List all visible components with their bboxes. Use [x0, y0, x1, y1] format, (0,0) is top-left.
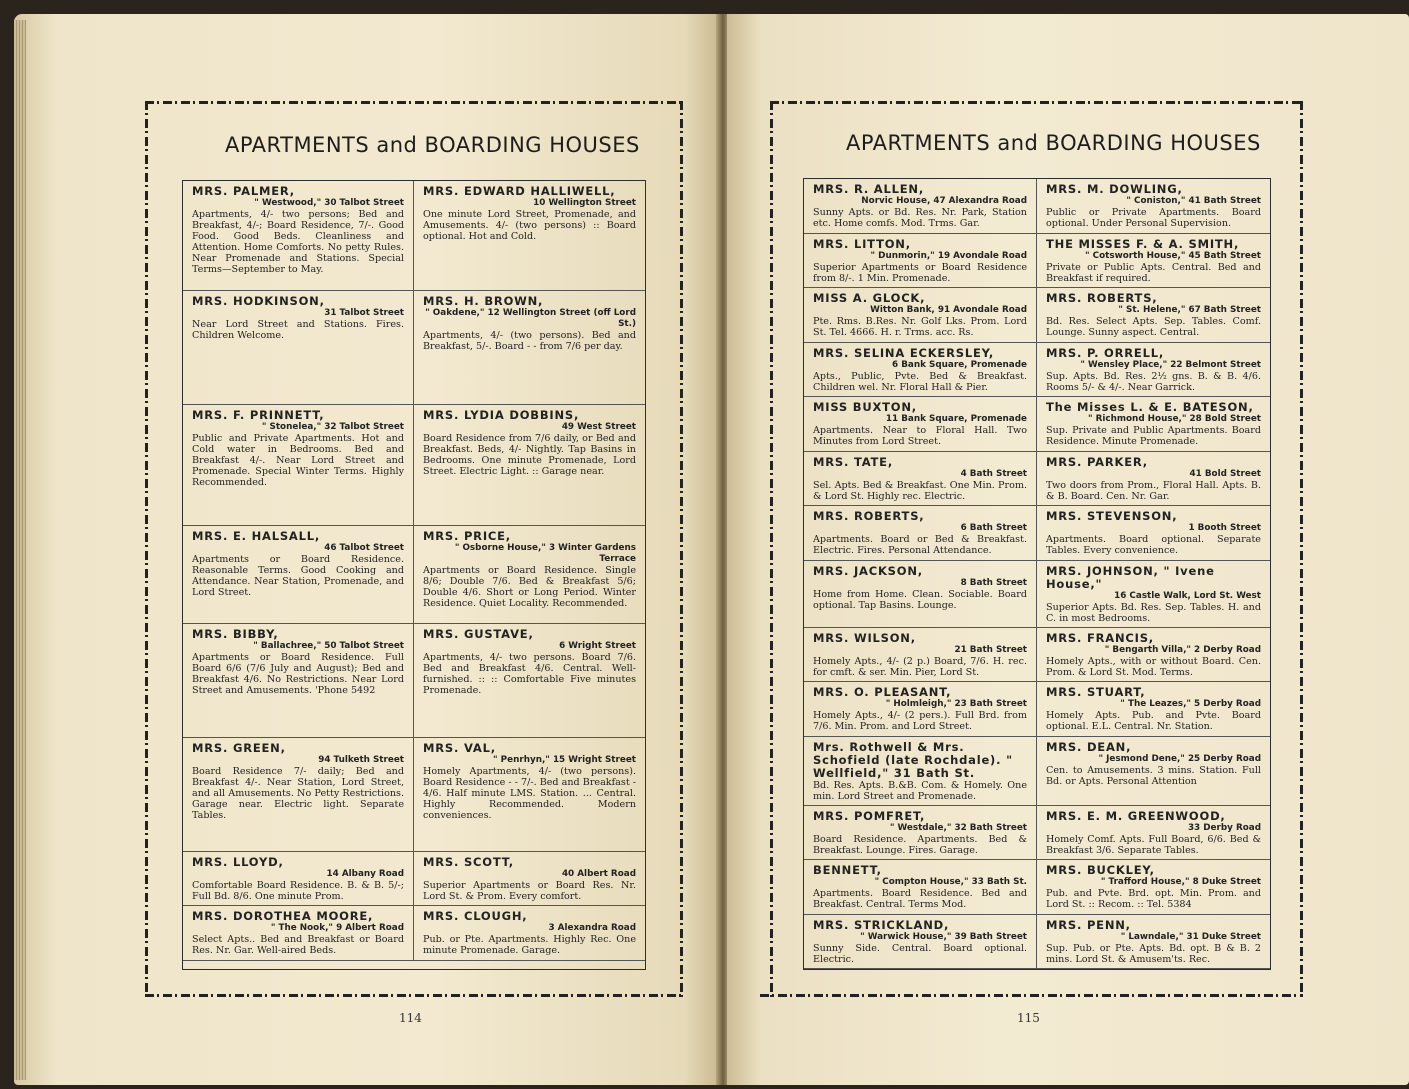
listing-description: Two doors from Prom., Floral Hall. Apts. B. & B. Board. Cen. Nr. Gar. [1046, 479, 1261, 502]
listing-name: MRS. POMFRET, [813, 808, 926, 823]
listing-entry [804, 234, 1037, 289]
listing-entry [1037, 682, 1270, 737]
listing-address: " Osborne House," 3 Winter Gardens Terrace [454, 543, 636, 564]
left-listings-grid [182, 180, 646, 970]
listing-name: MRS. BUCKLEY, [1046, 863, 1155, 877]
listing-name: BENNETT, [813, 863, 882, 877]
listing-address: 6 Bath Street [960, 523, 1027, 533]
listing-description: Superior Apts. Bd. Res. Sep. Tables. H. and C. in most Bedrooms. [1046, 601, 1261, 624]
listing-address: Norvic House, 47 Alexandra Road [861, 196, 1027, 206]
listing-address: " St. Helene," 67 Bath Street [1118, 305, 1261, 315]
listing-entry [804, 288, 1037, 343]
listing-entry [414, 291, 645, 405]
listing-entry [804, 628, 1037, 683]
listing-address: 40 Albert Road [561, 869, 636, 879]
listing-name: MRS. E. M. GREENWOOD, [1046, 808, 1226, 823]
listing-description: Apartments. Board Residence. Bed and Breakfast. Central. Terms Mod. [813, 888, 1027, 910]
listing-entry [1037, 915, 1270, 970]
listing-address: 49 West Street [561, 422, 636, 432]
listing-address: 46 Talbot Street [324, 543, 404, 553]
listing-description: Apartments. Board optional. Separate Tables. Every convenience. [1046, 534, 1261, 556]
listing-description: Homely Apartments, 4/- (two persons). Board Residence - - 7/-. Bed and Breakfast - 4/6. Half minute LMS. Station. ... Central. Highly Recommended. Modern conveniences. [423, 766, 636, 821]
listing-name: MRS. R. ALLEN, [813, 182, 924, 196]
listing-entry [414, 181, 645, 291]
listing-name: MRS. LYDIA DOBBINS, [423, 408, 580, 422]
listing-description: Private or Public Apts. Central. Bed and Breakfast if required. [1046, 261, 1261, 284]
listing-entry [183, 738, 414, 852]
listing-name: MRS. PRICE, [423, 529, 511, 543]
listing-description: Apartments or Board Residence. Full Board 6/6 (7/6 July and August); Bed and Breakfast 4/6. No Restrictions. Near Lord Street and Amusements. 'Phone 5492 [192, 652, 404, 696]
listing-address: 41 Bold Street [1189, 468, 1261, 479]
listing-name: MRS. JACKSON, [813, 563, 923, 578]
listing-entry [414, 738, 645, 852]
listing-name: MRS. PARKER, [1046, 454, 1148, 469]
listing-address: " Coniston," 41 Bath Street [1126, 196, 1261, 206]
listing-entry [1037, 628, 1270, 683]
listing-description: Apartments, 4/- (two persons). Bed and Breakfast, 5/-. Board - - from 7/6 per day. [423, 330, 636, 352]
listing-name: MRS. ROBERTS, [813, 509, 925, 523]
right-page-title: APARTMENTS and BOARDING HOUSES [846, 131, 1261, 155]
listing-address: " Westdale," 32 Bath Street [889, 822, 1027, 833]
listing-address: " Oakdene," 12 Wellington Street (off Lord St.) [425, 308, 636, 329]
listing-description: Bd. Res. Apts. B.&B. Com. & Homely. One min. Lord Street and Promenade. [813, 779, 1027, 802]
listing-entry [183, 526, 414, 624]
listing-description: Public and Private Apartments. Hot and Cold water in Bedrooms. Bed and Breakfast 4/-. Near Lord Street and Promenade. Special Winter Terms. Highly Recommended. [192, 433, 404, 488]
page-edges [14, 20, 26, 1080]
listing-description: Sel. Apts. Bed & Breakfast. One Min. Prom. & Lord St. Highly rec. Electric. [813, 479, 1027, 502]
listing-name: MRS. JOHNSON, " Ivene House," [1046, 563, 1215, 591]
listing-name: MRS. GREEN, [192, 741, 286, 755]
listing-name: MRS. SCOTT, [423, 855, 514, 869]
listing-entry [804, 397, 1037, 452]
listing-description: Homely Comf. Apts. Full Board, 6/6. Bed & Breakfast 3/6. Separate Tables. [1046, 833, 1261, 856]
listing-name: MRS. STRICKLAND, [813, 917, 950, 932]
listing-description: Sunny Side. Central. Board optional. Electric. [813, 942, 1027, 965]
listing-entry [1037, 737, 1270, 806]
listing-description: Apartments, 4/- two persons; Bed and Breakfast, 4/-; Board Residence, 7/-. Good Food. Good Beds. Cleanliness and Attention. Home Comforts. No petty Rules. Near Promenade and Stations. Special Terms—September to May. [192, 209, 404, 275]
listing-address: " Penrhyn," 15 Wright Street [493, 755, 636, 765]
listing-name: MRS. BIBBY, [192, 627, 279, 641]
listing-entry [183, 906, 414, 961]
listing-address: " Cotsworth House," 45 Bath Street [1085, 250, 1261, 261]
listing-address: " Holmleigh," 23 Bath Street [885, 699, 1027, 709]
listing-address: Witton Bank, 91 Avondale Road [870, 305, 1027, 315]
listing-description: Apts., Public, Pvte. Bed & Breakfast. Children wel. Nr. Floral Hall & Pier. [813, 370, 1027, 393]
listing-name: MRS. HODKINSON, [192, 294, 325, 308]
listing-entry [804, 179, 1037, 234]
listing-description: Sup. Private and Public Apartments. Board Residence. Minute Promenade. [1046, 425, 1261, 447]
listing-name: MRS. LITTON, [813, 236, 911, 251]
listing-entry [1037, 561, 1270, 628]
top-border-right [770, 101, 1303, 104]
listing-name: Mrs. Rothwell & Mrs. Schofield (late Rochdale). " Wellfield," 31 Bath St. [813, 739, 1013, 780]
left-border-left [145, 101, 148, 997]
listing-address: 11 Bank Square, Promenade [885, 414, 1027, 424]
listing-address: " Wensley Place," 22 Belmont Street [1080, 359, 1261, 370]
listing-entry [1037, 234, 1270, 289]
listing-description: Homely Apts., 4/- (2 pers.). Full Brd. from 7/6. Min. Prom. and Lord Street. [813, 710, 1027, 732]
right-border-right [1300, 101, 1303, 997]
listing-address: 10 Wellington Street [533, 198, 636, 208]
listing-entry [414, 906, 645, 961]
listing-description: Near Lord Street and Stations. Fires. Children Welcome. [192, 319, 404, 341]
listing-address: " The Leazes," 5 Derby Road [1120, 699, 1261, 709]
listing-name: MRS. ROBERTS, [1046, 291, 1158, 305]
listing-name: MRS. TATE, [813, 454, 893, 469]
right-border-left [680, 101, 683, 997]
listing-entry [183, 852, 414, 906]
listing-entry [1037, 506, 1270, 561]
listing-name: MRS. WILSON, [813, 630, 916, 645]
listing-description: Comfortable Board Residence. B. & B. 5/-; Full Bd. 8/6. One minute Prom. [192, 880, 404, 902]
listing-address: 6 Wright Street [559, 641, 636, 651]
listing-description: Cen. to Amusements. 3 mins. Station. Full Bd. or Apts. Personal Attention [1046, 764, 1261, 787]
listing-description: Sup. Apts. Bd. Res. 2½ gns. B. & B. 4/6. Rooms 5/- & 4/-. Near Garrick. [1046, 370, 1261, 393]
listing-description: Home from Home. Clean. Sociable. Board optional. Tap Basins. Lounge. [813, 588, 1027, 611]
listing-description: Apartments. Board or Bed & Breakfast. Electric. Fires. Personal Attendance. [813, 534, 1027, 556]
listing-address: " Stonelea," 32 Talbot Street [261, 422, 404, 432]
listing-name: THE MISSES F. & A. SMITH, [1046, 236, 1240, 251]
right-page-number: 115 [1017, 1011, 1040, 1025]
listing-address: 31 Talbot Street [324, 308, 404, 318]
left-page-number: 114 [399, 1011, 422, 1025]
listing-description: Apartments, 4/- two persons. Board 7/6. Bed and Breakfast 4/6. Central. Well-furnished. :: :: Comfortable Five minutes Promenade. [423, 652, 636, 696]
listing-address: " Trafford House," 8 Duke Street [1100, 877, 1261, 887]
listing-address: " Bengarth Villa," 2 Derby Road [1104, 644, 1261, 655]
left-border-right [770, 101, 773, 997]
listing-description: Pub. or Pte. Apartments. Highly Rec. One minute Promenade. Garage. [423, 934, 636, 956]
listing-name: MRS. VAL, [423, 741, 496, 755]
listing-name: MRS. P. ORRELL, [1046, 345, 1165, 360]
listing-address: " Jesmond Dene," 25 Derby Road [1098, 753, 1261, 764]
bottom-border-right [760, 994, 1303, 997]
listing-description: Apartments or Board Residence. Single 8/6; Double 7/6. Bed & Breakfast 5/6; Double 4/6. Short or Long Period. Winter Residence. Quiet Locality. Recommended. [423, 565, 636, 609]
listing-address: 3 Alexandra Road [548, 923, 636, 933]
listing-description: Superior Apartments or Board Residence from 8/-. 1 Min. Promenade. [813, 261, 1027, 284]
listing-address: 1 Booth Street [1188, 523, 1261, 533]
listing-entry [414, 405, 645, 526]
listing-name: MRS. DEAN, [1046, 739, 1132, 754]
listing-name: MRS. PALMER, [192, 184, 295, 198]
listing-entry [1037, 806, 1270, 861]
listing-entry [183, 291, 414, 405]
listing-address: 94 Tulketh Street [318, 755, 404, 765]
listing-address: 33 Derby Road [1187, 822, 1261, 833]
listing-description: Homely Apts. Pub. and Pvte. Board optional. E.L. Central. Nr. Station. [1046, 710, 1261, 732]
listing-address: " The Nook," 9 Albert Road [270, 923, 404, 933]
listing-name: MRS. FRANCIS, [1046, 630, 1154, 645]
listing-address: " Lawndale," 31 Duke Street [1120, 931, 1261, 942]
listing-entry [804, 860, 1037, 915]
listing-name: MRS. DOROTHEA MOORE, [192, 909, 374, 923]
listing-description: Apartments or Board Residence. Reasonable Terms. Good Cooking and Attendance. Near Station, Promenade, and Lord Street. [192, 554, 404, 598]
listing-entry [804, 452, 1037, 507]
listing-entry [1037, 343, 1270, 398]
listing-address: " Dunmorin," 19 Avondale Road [870, 250, 1027, 261]
listing-entry [804, 506, 1037, 561]
listing-entry [1037, 860, 1270, 915]
listing-address: " Richmond House," 28 Bold Street [1087, 414, 1261, 424]
listing-entry [1037, 288, 1270, 343]
listing-name: MRS. STUART, [1046, 685, 1146, 699]
listing-entry [804, 737, 1037, 806]
listing-name: MISS BUXTON, [813, 400, 917, 414]
listing-address: 8 Bath Street [960, 577, 1027, 588]
listing-name: MRS. F. PRINNETT, [192, 408, 325, 422]
listing-address: 16 Castle Walk, Lord St. West [1114, 590, 1261, 601]
listing-name: MRS. LLOYD, [192, 855, 284, 869]
right-listings-grid [803, 178, 1271, 970]
listing-entry [183, 624, 414, 738]
listing-address: 4 Bath Street [960, 468, 1027, 479]
listing-description: Board Residence from 7/6 daily, or Bed and Breakfast. Beds, 4/- Nightly. Tap Basins in Bedrooms. One minute Promenade, Lord Street. Electric Light. :: Garage near. [423, 433, 636, 477]
listing-description: Pub. and Pvte. Brd. opt. Min. Prom. and Lord St. :: Recom. :: Tel. 5384 [1046, 888, 1261, 910]
listing-name: MRS. GUSTAVE, [423, 627, 534, 641]
listing-name: MRS. M. DOWLING, [1046, 182, 1183, 196]
listing-entry [804, 561, 1037, 628]
listing-entry [804, 915, 1037, 970]
listing-description: Select Apts.. Bed and Breakfast or Board Res. Nr. Gar. Well-aired Beds. [192, 934, 404, 956]
listing-description: Sunny Apts. or Bd. Res. Nr. Park, Station etc. Home comfs. Mod. Trms. Gar. [813, 207, 1027, 229]
listing-entry [1037, 452, 1270, 507]
listing-description: Homely Apts., 4/- (2 p.) Board, 7/6. H. rec. for cmft. & ser. Min. Pier, Lord St. [813, 655, 1027, 678]
listing-description: Board Residence 7/- daily; Bed and Breakfast 4/-. Near Station, Lord Street, and all Amusements. No Petty Restrictions. Garage near. Electric light. Separate Tables. [192, 766, 404, 821]
listing-name: MRS. CLOUGH, [423, 909, 528, 923]
listing-entry [414, 526, 645, 624]
bottom-border-left [145, 994, 683, 997]
listing-name: MRS. PENN, [1046, 917, 1131, 932]
listing-description: Pte. Rms. B.Res. Nr. Golf Lks. Prom. Lord St. Tel. 4666. H. r. Trms. acc. Rs. [813, 316, 1027, 338]
listing-description: Sup. Pub. or Pte. Apts. Bd. opt. B & B. 2 mins. Lord St. & Amusem'ts. Rec. [1046, 942, 1261, 965]
listing-entry [804, 682, 1037, 737]
listing-description: Homely Apts., with or without Board. Cen. Prom. & Lord St. Mod. Terms. [1046, 655, 1261, 678]
listing-entry [1037, 179, 1270, 234]
listing-description: Public or Private Apartments. Board optional. Under Personal Supervision. [1046, 207, 1261, 229]
listing-description: One minute Lord Street, Promenade, and Amusements. 4/- (two persons) :: Board optional. Hot and Cold. [423, 209, 636, 242]
listing-name: MISS A. GLOCK, [813, 291, 926, 305]
listing-address: 21 Bath Street [954, 644, 1027, 655]
top-border-left [145, 101, 683, 104]
listing-description: Bd. Res. Select Apts. Sep. Tables. Comf. Lounge. Sunny aspect. Central. [1046, 316, 1261, 338]
listing-entry [183, 405, 414, 526]
left-page-title: APARTMENTS and BOARDING HOUSES [225, 133, 640, 157]
listing-entry [414, 852, 645, 906]
listing-entry [1037, 397, 1270, 452]
listing-name: MRS. SELINA ECKERSLEY, [813, 345, 995, 360]
listing-entry [183, 181, 414, 291]
listing-entry [414, 624, 645, 738]
listing-entry [804, 806, 1037, 861]
listing-name: The Misses L. & E. BATESON, [1046, 400, 1254, 414]
listing-name: MRS. STEVENSON, [1046, 509, 1178, 523]
listing-address: " Westwood," 30 Talbot Street [254, 198, 404, 208]
listing-description: Apartments. Near to Floral Hall. Two Minutes from Lord Street. [813, 425, 1027, 447]
listing-address: 6 Bank Square, Promenade [892, 359, 1027, 370]
listing-address: " Ballachree," 50 Talbot Street [253, 641, 404, 651]
listing-description: Board Residence. Apartments. Bed & Breakfast. Lounge. Fires. Garage. [813, 833, 1027, 856]
listing-address: " Compton House," 33 Bath St. [874, 877, 1027, 887]
listing-address: 14 Albany Road [326, 869, 404, 879]
listing-address: " Warwick House," 39 Bath Street [860, 931, 1027, 942]
listing-name: MRS. E. HALSALL, [192, 529, 321, 543]
listing-name: MRS. H. BROWN, [423, 294, 544, 308]
listing-entry [804, 343, 1037, 398]
listing-name: MRS. EDWARD HALLIWELL, [423, 184, 616, 198]
listing-name: MRS. O. PLEASANT, [813, 685, 952, 699]
listing-description: Superior Apartments or Board Res. Nr. Lord St. & Prom. Every comfort. [423, 880, 636, 902]
